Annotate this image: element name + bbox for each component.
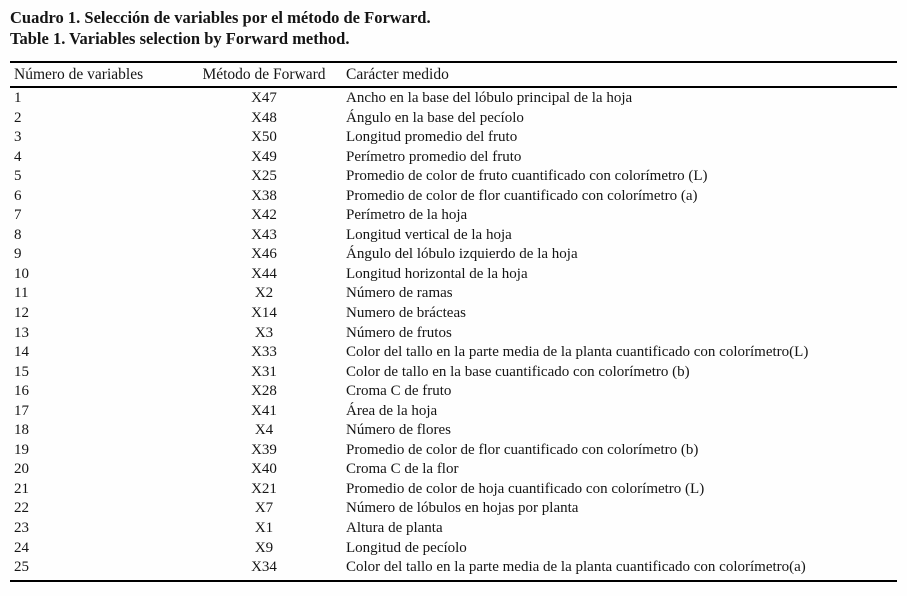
variables-table (10, 61, 897, 582)
caracter-medido-cell: Promedio de color de fruto cuantificado con colorímetro (L) (346, 168, 708, 185)
variable-code-cell: X43 (251, 226, 277, 243)
table-row (10, 89, 897, 109)
caracter-medido-cell: Color de tallo en la base cuantificado con colorímetro (b) (346, 363, 690, 380)
table-row (10, 304, 897, 324)
table-row (10, 265, 897, 285)
variable-code-cell: X50 (251, 129, 277, 146)
row-number-cell: 11 (14, 285, 29, 302)
variable-code-cell: X33 (251, 344, 277, 361)
row-number-cell: 15 (14, 363, 29, 380)
row-number-cell: 5 (14, 168, 22, 185)
variable-code-cell: X34 (251, 559, 277, 576)
table-row (10, 226, 897, 246)
row-number-cell: 14 (14, 344, 29, 361)
table-row (10, 539, 897, 559)
caracter-medido-cell: Longitud promedio del fruto (346, 129, 518, 146)
caracter-medido-cell: Número de ramas (346, 285, 453, 302)
table-row (10, 148, 897, 168)
caracter-medido-cell: Promedio de color de hoja cuantificado con colorímetro (L) (346, 480, 705, 497)
row-number-cell: 9 (14, 246, 22, 263)
row-number-cell: 13 (14, 324, 29, 341)
caracter-medido-cell: Color del tallo en la parte media de la planta cuantificado con colorímetro(L) (346, 344, 809, 361)
caracter-medido-cell: Croma C de la flor (346, 461, 459, 478)
table-row (10, 284, 897, 304)
caracter-medido-cell: Ángulo en la base del pecíolo (346, 109, 524, 126)
variable-code-cell: X46 (251, 246, 277, 263)
row-number-cell: 12 (14, 305, 29, 322)
variable-code-cell: X1 (254, 520, 274, 537)
variable-code-cell: X4 (254, 422, 274, 439)
caracter-medido-cell: Número de lóbulos en hojas por planta (346, 500, 579, 517)
row-number-cell: 19 (14, 441, 29, 458)
variable-code-cell: X21 (251, 480, 277, 497)
table-row (10, 421, 897, 441)
table-row (10, 343, 897, 363)
header-numero-de-variables: Número de variables (14, 65, 144, 83)
table-row (10, 128, 897, 148)
row-number-cell: 4 (14, 148, 22, 165)
table-row (10, 441, 897, 461)
variable-code-cell: X47 (251, 90, 277, 106)
variable-code-cell: X25 (251, 168, 277, 185)
caracter-medido-cell: Perímetro de la hoja (346, 207, 468, 224)
variable-code-cell: X3 (254, 324, 274, 341)
caracter-medido-cell: Área de la hoja (346, 402, 438, 419)
row-number-cell: 16 (14, 383, 29, 400)
row-number-cell: 22 (14, 500, 29, 517)
row-number-cell: 23 (14, 520, 29, 537)
header-metodo-de-forward: Método de Forward (202, 65, 326, 83)
variable-code-cell: X42 (251, 207, 277, 224)
variable-code-cell: X41 (251, 402, 277, 419)
table-row (10, 558, 897, 578)
row-number-cell: 8 (14, 226, 22, 243)
caracter-medido-cell: Perímetro promedio del fruto (346, 148, 522, 165)
variable-code-cell: X28 (251, 383, 277, 400)
table-row (10, 382, 897, 402)
table-body (10, 88, 897, 580)
table-row (10, 480, 897, 500)
caracter-medido-cell: Numero de brácteas (346, 305, 466, 322)
caracter-medido-cell: Ancho en la base del lóbulo principal de la hoja (346, 90, 633, 106)
variable-code-cell: X39 (251, 441, 277, 458)
table-caption-english: Table 1. Variables selection by Forward method. (10, 29, 350, 48)
table-row (10, 519, 897, 539)
table-row (10, 206, 897, 226)
row-number-cell: 7 (14, 207, 22, 224)
table-row (10, 109, 897, 129)
table-row (10, 402, 897, 422)
caracter-medido-cell: Número de frutos (346, 324, 452, 341)
caracter-medido-cell: Promedio de color de flor cuantificado con colorímetro (b) (346, 441, 699, 458)
variable-code-cell: X7 (254, 500, 274, 517)
row-number-cell: 25 (14, 559, 29, 576)
variable-code-cell: X49 (251, 148, 277, 165)
caracter-medido-cell: Promedio de color de flor cuantificado con colorímetro (a) (346, 187, 698, 204)
variable-code-cell: X40 (251, 461, 277, 478)
variable-code-cell: X9 (254, 539, 274, 556)
row-number-cell: 21 (14, 480, 29, 497)
caracter-medido-cell: Longitud vertical de la hoja (346, 226, 512, 243)
row-number-cell: 1 (14, 90, 22, 106)
table-row (10, 167, 897, 187)
row-number-cell: 10 (14, 265, 29, 282)
variable-code-cell: X38 (251, 187, 277, 204)
row-number-cell: 3 (14, 129, 22, 146)
row-number-cell: 17 (14, 402, 29, 419)
table-captions (10, 7, 897, 49)
table-row (10, 245, 897, 265)
row-number-cell: 6 (14, 187, 22, 204)
variable-code-cell: X2 (254, 285, 274, 302)
row-number-cell: 24 (14, 539, 29, 556)
header-caracter-medido: Carácter medido (346, 65, 449, 83)
row-number-cell: 20 (14, 461, 29, 478)
caracter-medido-cell: Color del tallo en la parte media de la planta cuantificado con colorímetro(a) (346, 559, 806, 576)
variable-code-cell: X48 (251, 109, 277, 126)
caracter-medido-cell: Ángulo del lóbulo izquierdo de la hoja (346, 246, 578, 263)
table-header-row (10, 63, 897, 88)
row-number-cell: 18 (14, 422, 29, 439)
table-caption-spanish: Cuadro 1. Selección de variables por el método de Forward. (10, 8, 431, 27)
caracter-medido-cell: Croma C de fruto (346, 383, 452, 400)
variable-code-cell: X14 (251, 305, 277, 322)
table-row (10, 324, 897, 344)
caracter-medido-cell: Altura de planta (346, 520, 443, 537)
row-number-cell: 2 (14, 109, 22, 126)
caracter-medido-cell: Longitud horizontal de la hoja (346, 265, 528, 282)
variable-code-cell: X31 (251, 363, 277, 380)
variable-code-cell: X44 (251, 265, 277, 282)
table-row (10, 363, 897, 383)
table-row (10, 460, 897, 480)
table-row (10, 499, 897, 519)
caracter-medido-cell: Longitud de pecíolo (346, 539, 467, 556)
table-row (10, 187, 897, 207)
caracter-medido-cell: Número de flores (346, 422, 451, 439)
